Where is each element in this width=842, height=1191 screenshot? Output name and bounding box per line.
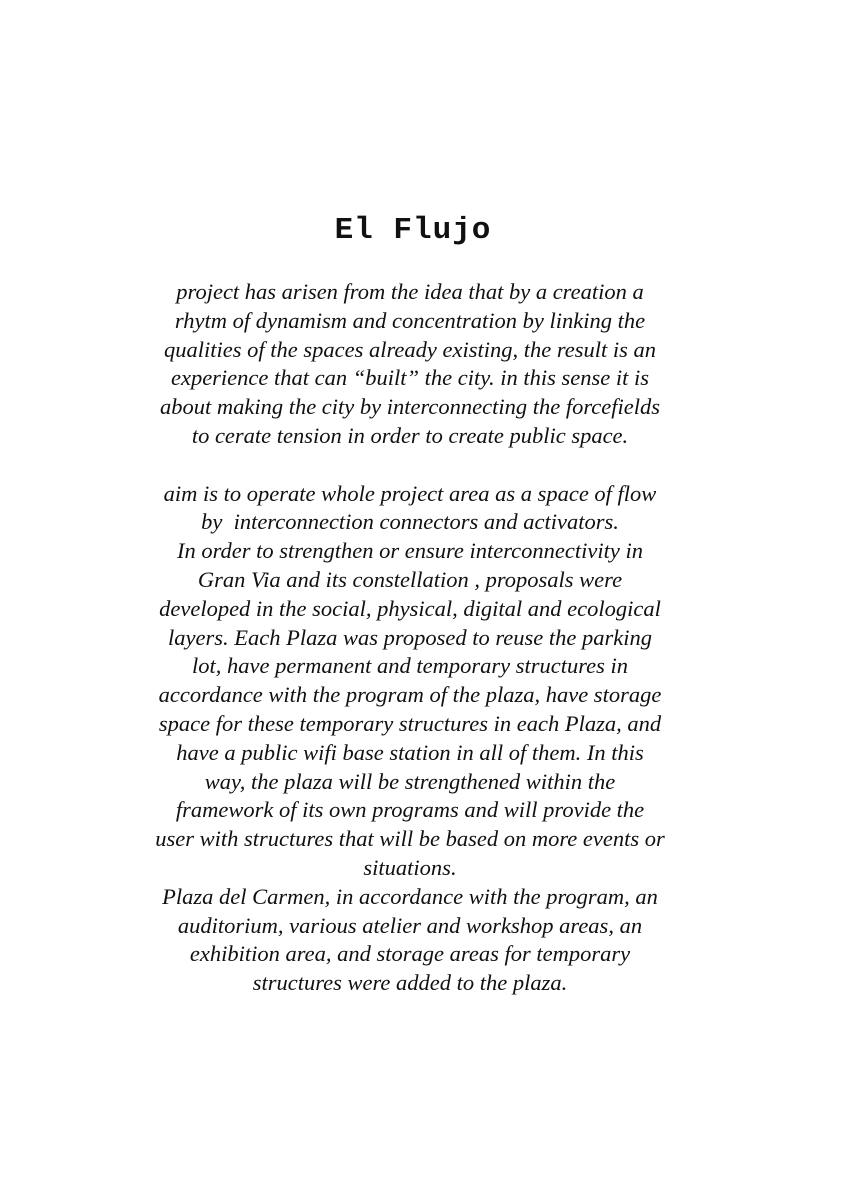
text-line: have a public wifi base station in all of them. In this <box>176 739 644 765</box>
text-line: framework of its own programs and will provide the <box>175 797 645 823</box>
text-line: experience that can “built” the city. in this sense it is <box>170 365 650 391</box>
paragraph-gap <box>120 451 700 480</box>
text-line: In order to strengthen or ensure interconnectivity in <box>177 538 643 564</box>
body-text <box>120 278 700 998</box>
text-line: by interconnection connectors and activators. <box>201 509 619 535</box>
text-line: about making the city by interconnecting the forcefields <box>159 394 661 420</box>
paragraph-intro <box>120 278 700 451</box>
text-line: accordance with the program of the plaza, have storage <box>158 682 662 708</box>
text-line: qualities of the spaces already existing, the result is an <box>163 336 656 362</box>
text-line: situations. <box>363 854 457 880</box>
text-line: aim is to operate whole project area as a space of flow <box>163 480 657 506</box>
text-line: auditorium, various atelier and workshop areas, an <box>177 912 643 938</box>
text-line: to cerate tension in order to create public space. <box>191 422 629 448</box>
text-line: rhytm of dynamism and concentration by linking the <box>174 307 646 333</box>
text-line: structures were added to the plaza. <box>252 970 568 996</box>
text-line: exhibition area, and storage areas for temporary <box>189 941 631 967</box>
page-title: El Flujo <box>334 213 492 248</box>
paragraph-aim <box>120 480 700 998</box>
text-line: lot, have permanent and temporary structures in <box>192 653 628 679</box>
text-line: user with structures that will be based on more events or <box>155 826 665 852</box>
text-line: way, the plaza will be strengthened within the <box>204 768 616 794</box>
text-line: layers. Each Plaza was proposed to reuse the parking <box>168 624 652 650</box>
text-line: Gran Via and its constellation , proposals were <box>197 566 623 592</box>
text-line: space for these temporary structures in each Plaza, and <box>158 710 662 736</box>
text-line: developed in the social, physical, digital and ecological <box>159 595 661 621</box>
text-line: project has arisen from the idea that by a creation a <box>176 279 644 304</box>
text-line: Plaza del Carmen, in accordance with the program, an <box>162 883 658 909</box>
